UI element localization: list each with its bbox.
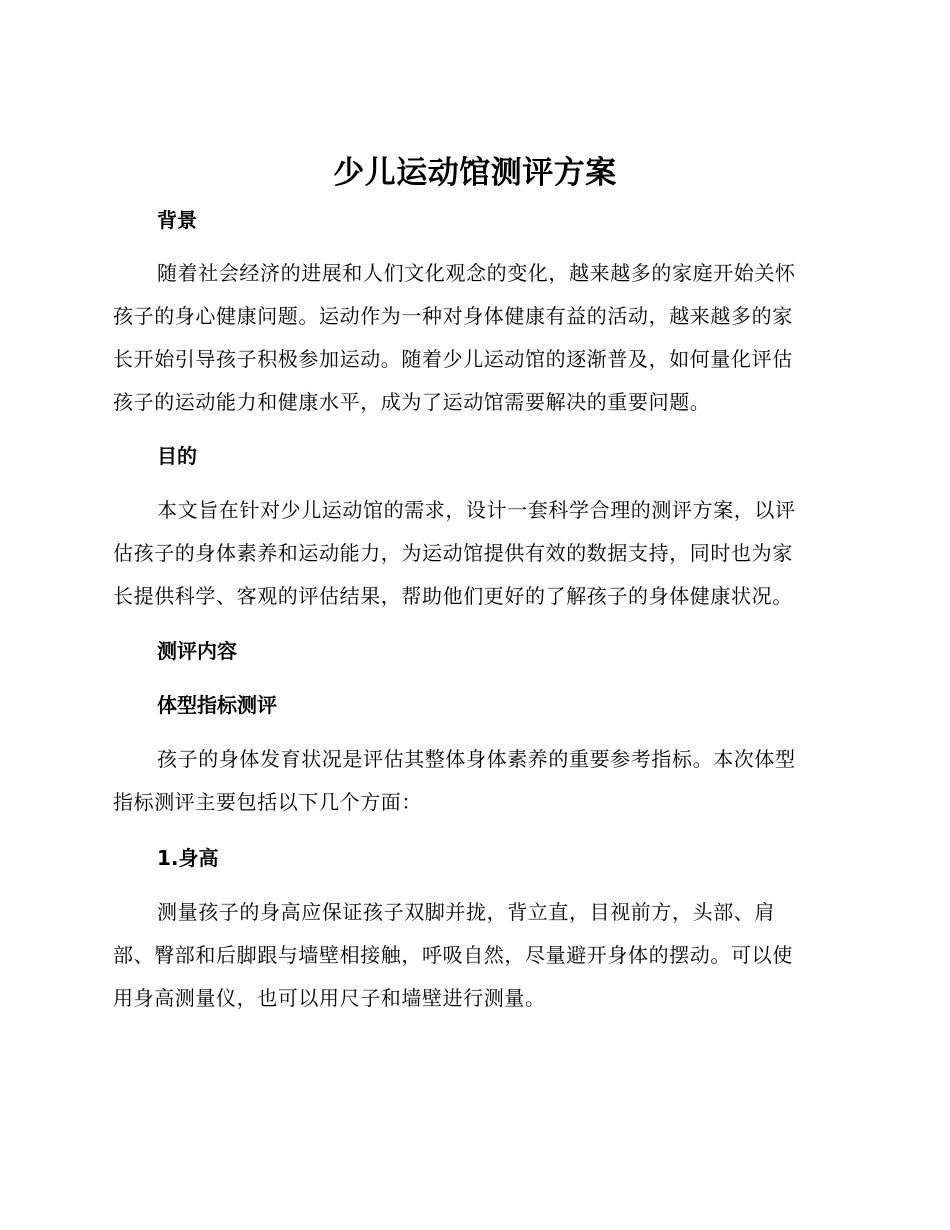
paragraph-line: 部、臀部和后脚跟与墙壁相接触，呼吸自然，尽量避开身体的摆动。可以使	[113, 943, 793, 967]
paragraph-background	[113, 252, 831, 424]
heading-assessment-content: 测评内容	[157, 639, 237, 663]
paragraph-line: 估孩子的身体素养和运动能力，为运动馆提供有效的数据支持，同时也为家	[113, 541, 793, 565]
paragraph-line: 孩子的身体发育状况是评估其整体身体素养的重要参考指标。本次体型	[157, 747, 796, 771]
paragraph-line: 孩子的身心健康问题。运动作为一种对身体健康有益的活动，越来越多的家	[113, 304, 793, 328]
paragraph-line: 测量孩子的身高应保证孩子双脚并拢，背立直，目视前方，头部、肩	[157, 900, 775, 924]
heading-background: 背景	[157, 208, 197, 232]
heading-body-index: 体型指标测评	[157, 693, 277, 717]
paragraph-line: 本文旨在针对少儿运动馆的需求，设计一套科学合理的测评方案，以评	[157, 498, 796, 522]
paragraph-body-index	[113, 738, 831, 824]
heading-height: 1.身高	[157, 846, 219, 870]
heading-purpose: 目的	[157, 444, 197, 468]
paragraph-line: 随着社会经济的进展和人们文化观念的变化，越来越多的家庭开始关怀	[157, 261, 796, 285]
paragraph-line: 长提供科学、客观的评估结果，帮助他们更好的了解孩子的身体健康状况。	[113, 584, 793, 608]
paragraph-line: 长开始引导孩子积极参加运动。随着少儿运动馆的逐渐普及，如何量化评估	[113, 347, 793, 371]
paragraph-purpose	[113, 489, 831, 618]
paragraph-line: 孩子的运动能力和健康水平，成为了运动馆需要解决的重要问题。	[113, 390, 711, 414]
paragraph-line: 指标测评主要包括以下几个方面：	[113, 790, 422, 814]
paragraph-line: 用身高测量仪，也可以用尺子和墙壁进行测量。	[113, 986, 546, 1010]
document-title: 少儿运动馆测评方案	[333, 155, 617, 191]
paragraph-height	[113, 891, 831, 1020]
